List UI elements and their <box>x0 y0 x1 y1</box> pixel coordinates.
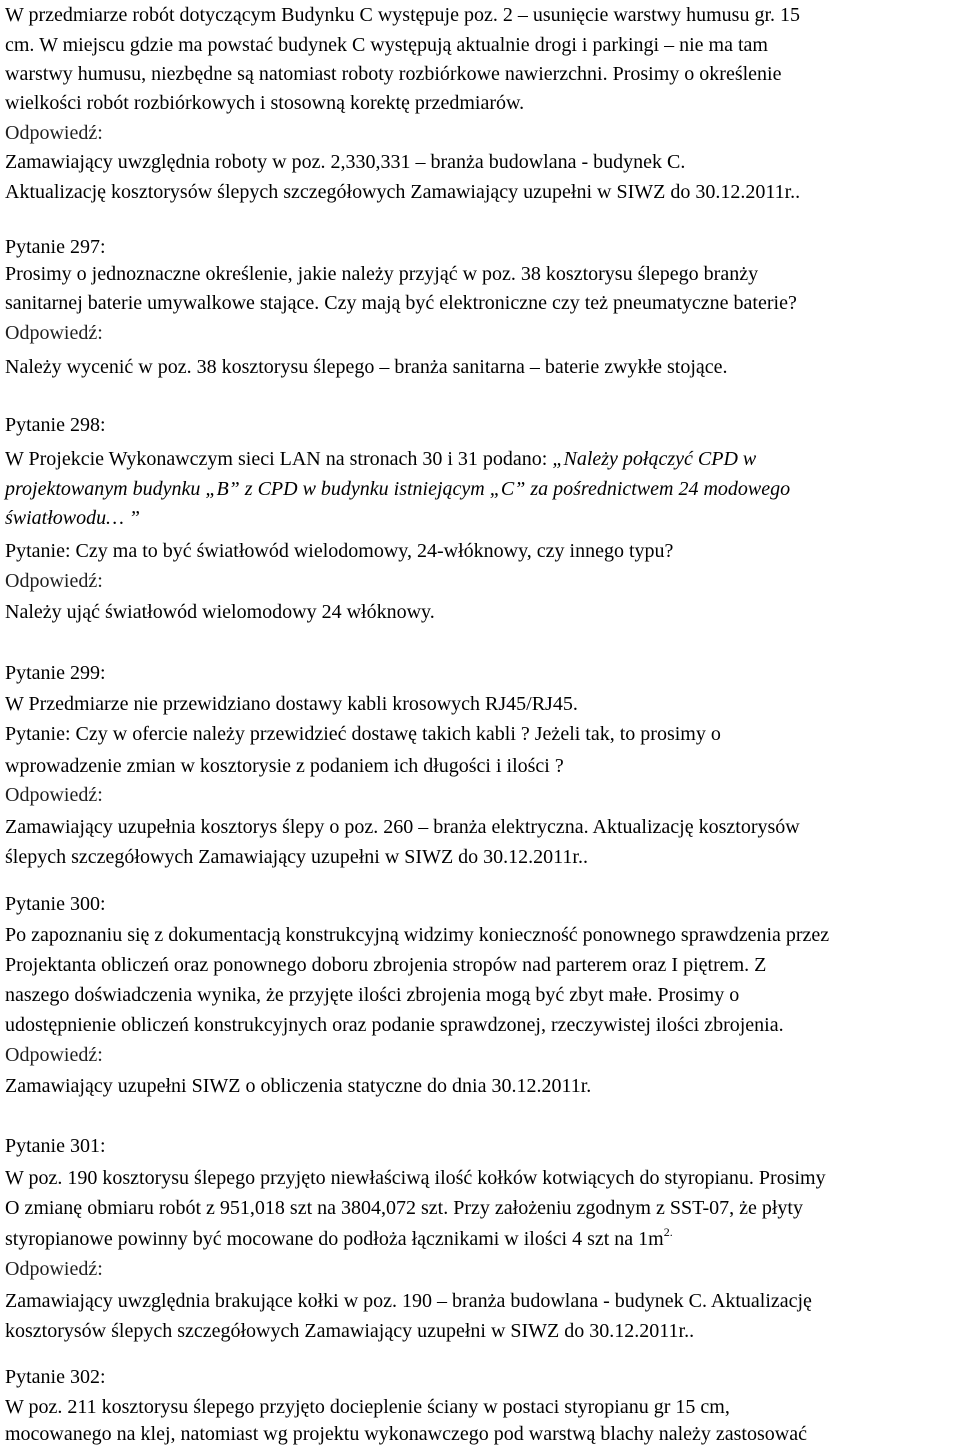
question-title: Pytanie 301: <box>5 1135 106 1157</box>
answer-label: Odpowiedź: <box>5 570 103 592</box>
intro-line-2: cm. W miejscu gdzie ma powstać budynek C występują aktualnie drogi i parkingi – nie ma tam <box>5 34 768 56</box>
question-title: Pytanie 298: <box>5 414 106 436</box>
answer-label: Odpowiedź: <box>5 784 103 806</box>
question-text <box>5 1224 673 1254</box>
answer-text: ślepych szczegółowych Zamawiający uzupełni w SIWZ do 30.12.2011r.. <box>5 846 588 868</box>
intro-line-1: W przedmiarze robót dotyczącym Budynku C występuje poz. 2 – usunięcie warstwy humusu gr. 15 <box>5 4 801 26</box>
answer-text: Zamawiający uwzględnia brakujące kołki w poz. 190 – branża budowlana - budynek C. Aktualizację <box>5 1290 812 1312</box>
answer-text: Należy ująć światłowód wielomodowy 24 włóknowy. <box>5 601 435 623</box>
question-text: Po zapoznaniu się z dokumentacją konstrukcyjną widzimy konieczność ponownego sprawdzenia przez <box>5 924 830 946</box>
question-text: Prosimy o jednoznaczne określenie, jakie należy przyjąć w poz. 38 kosztorysu ślepego branży <box>5 263 759 285</box>
answer-text: Zamawiający uzupełnia kosztorys ślepy o poz. 260 – branża elektryczna. Aktualizację kosztorysów <box>5 816 800 838</box>
intro-line-3: warstwy humusu, niezbędne są natomiast roboty rozbiórkowe nawierzchni. Prosimy o określenie <box>5 63 782 85</box>
question-text <box>5 444 756 474</box>
question-title: Pytanie 300: <box>5 893 106 915</box>
answer-text: Należy wycenić w poz. 38 kosztorysu ślepego – branża sanitarna – baterie zwykłe stojące. <box>5 356 728 378</box>
superscript: 2. <box>663 1225 673 1239</box>
answer-text: Aktualizację kosztorysów ślepych szczegółowych Zamawiający uzupełni w SIWZ do 30.12.2011r.. <box>5 181 801 203</box>
answer-text: kosztorysów ślepych szczegółowych Zamawiający uzupełni w SIWZ do 30.12.2011r.. <box>5 1320 695 1342</box>
question-title: Pytanie 299: <box>5 662 106 684</box>
answer-label: Odpowiedź: <box>5 1258 103 1280</box>
question-title: Pytanie 297: <box>5 236 106 258</box>
quoted-text: projektowanym budynku „B” z CPD w budynku istniejącym „C” za pośrednictwem 24 modowego <box>5 478 791 500</box>
answer-label: Odpowiedź: <box>5 322 103 344</box>
question-text: W Przedmiarze nie przewidziano dostawy kabli krosowych RJ45/RJ45. <box>5 693 578 715</box>
question-title: Pytanie 302: <box>5 1366 106 1388</box>
question-text-plain: W Projekcie Wykonawczym sieci LAN na stronach 30 i 31 podano: <box>5 448 553 470</box>
answer-text: Zamawiający uzupełni SIWZ o obliczenia statyczne do dnia 30.12.2011r. <box>5 1075 592 1097</box>
quoted-text: „Należy połączyć CPD w <box>552 448 757 470</box>
answer-text: Zamawiający uwzględnia roboty w poz. 2,330,331 – branża budowlana - budynek C. <box>5 151 686 173</box>
question-text: Pytanie: Czy w ofercie należy przewidzieć dostawę takich kabli ? Jeżeli tak, to prosimy o <box>5 723 721 745</box>
question-text: O zmianę obmiaru robót z 951,018 szt na 3804,072 szt. Przy założeniu zgodnym z SST-07, że płyty <box>5 1197 803 1219</box>
intro-line-4: wielkości robót rozbiórkowych i stosowną korektę przedmiarów. <box>5 92 525 114</box>
question-text: udostępnienie obliczeń konstrukcyjnych oraz podanie sprawdzonej, rzeczywistej ilości zbrojenia. <box>5 1014 784 1036</box>
question-text: naszego doświadczenia wynika, że przyjęte ilości zbrojenia mogą być zbyt małe. Prosimy o <box>5 984 740 1006</box>
question-text-main: styropianowe powinny być mocowane do podłoża łącznikami w ilości 4 szt na 1m <box>5 1228 664 1250</box>
question-text: Pytanie: Czy ma to być światłowód wielodomowy, 24-włóknowy, czy innego typu? <box>5 540 674 562</box>
question-text: mocowanego na klej, natomiast wg projektu wykonawczego pod warstwą blachy należy zastosować <box>5 1423 807 1445</box>
answer-label: Odpowiedź: <box>5 122 103 144</box>
question-text: wprowadzenie zmian w kosztorysie z podaniem ich długości i ilości ? <box>5 755 564 777</box>
quoted-text: światłowodu… ” <box>5 507 141 529</box>
question-text: sanitarnej baterie umywalkowe stające. Czy mają być elektroniczne czy też pneumatyczne baterie? <box>5 292 797 314</box>
question-text: Projektanta obliczeń oraz ponownego doboru zbrojenia stropów nad parterem oraz I piętrem. Z <box>5 954 767 976</box>
question-text: W poz. 211 kosztorysu ślepego przyjęto docieplenie ściany w postaci styropianu gr 15 cm, <box>5 1396 730 1418</box>
answer-label: Odpowiedź: <box>5 1044 103 1066</box>
question-text: W poz. 190 kosztorysu ślepego przyjęto niewłaściwą ilość kołków kotwiących do styropianu. Prosimy <box>5 1167 826 1189</box>
